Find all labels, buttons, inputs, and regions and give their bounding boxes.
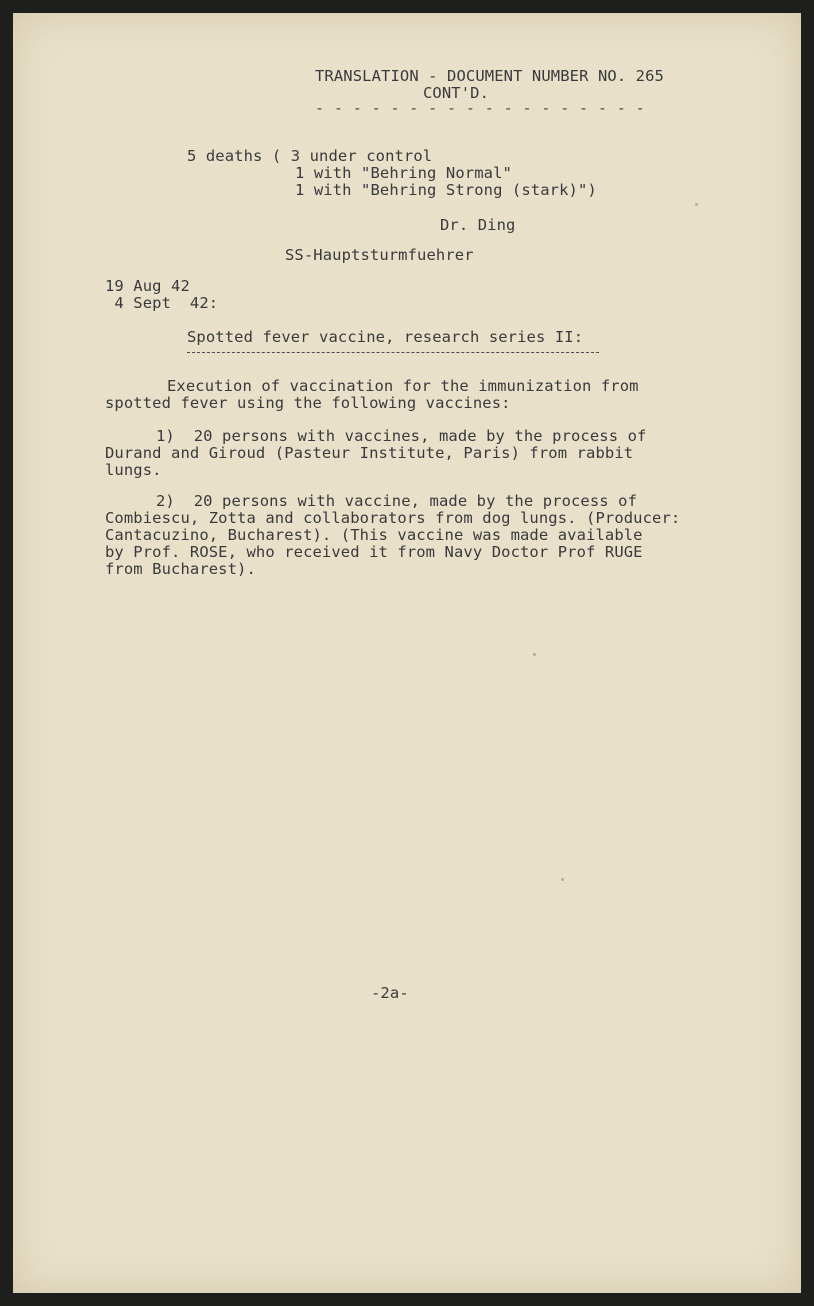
header-rule: - - - - - - - - - - - - - - - - - - [315, 99, 646, 117]
item-2-line-2: Combiescu, Zotta and collaborators from dog lungs. (Producer: [105, 509, 681, 527]
paper-speck [533, 653, 536, 656]
signature-name: Dr. Ding [440, 216, 516, 234]
document-page [13, 13, 801, 1293]
date-from: 19 Aug 42 [105, 277, 190, 295]
item-2-line-4: by Prof. ROSE, who received it from Navy Doctor Prof RUGE [105, 543, 643, 561]
document-title: TRANSLATION - DOCUMENT NUMBER NO. 265 [315, 67, 664, 85]
intro-line-1: Execution of vaccination for the immunization from [167, 377, 639, 395]
item-1-line-1: 1) 20 persons with vaccines, made by the process of [156, 427, 647, 445]
intro-line-2: spotted fever using the following vaccines: [105, 394, 511, 412]
item-2-line-1: 2) 20 persons with vaccine, made by the process of [156, 492, 638, 510]
item-1-line-2: Durand and Giroud (Pasteur Institute, Paris) from rabbit [105, 444, 634, 462]
deaths-line-2: 1 with "Behring Normal" [295, 164, 512, 182]
signature-rank: SS-Hauptsturmfuehrer [285, 246, 474, 264]
section-heading: Spotted fever vaccine, research series II: [187, 328, 584, 346]
paper-speck [561, 878, 564, 881]
heading-underline [187, 352, 599, 353]
item-2-line-3: Cantacuzino, Bucharest). (This vaccine was made available [105, 526, 643, 544]
document-continued: CONT'D. [423, 84, 490, 102]
item-2-line-5: from Bucharest). [105, 560, 256, 578]
deaths-line-3: 1 with "Behring Strong (stark)") [295, 181, 597, 199]
item-1-line-3: lungs. [105, 461, 162, 479]
paper-speck [695, 203, 698, 206]
page-number: -2a- [371, 984, 409, 1002]
deaths-line-1: 5 deaths ( 3 under control [187, 147, 433, 165]
date-to: 4 Sept 42: [105, 294, 219, 312]
